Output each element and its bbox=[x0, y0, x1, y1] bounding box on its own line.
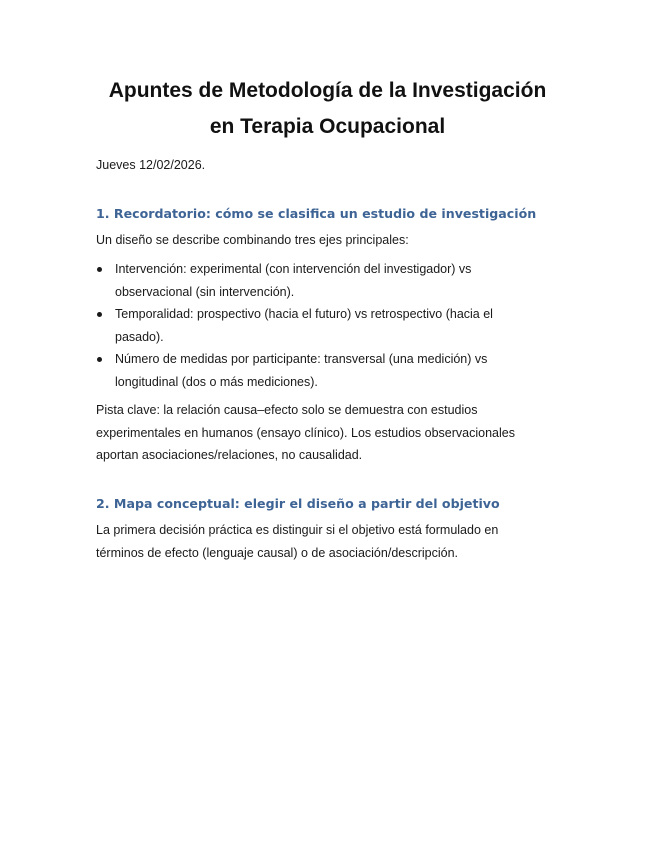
document-title-line-2: en Terapia Ocupacional bbox=[209, 115, 446, 138]
list-item-text: Temporalidad: prospectivo (hacia el futuro) vs retrospectivo (hacia el pasado). bbox=[115, 307, 493, 344]
bullet-icon bbox=[97, 267, 102, 272]
list-item bbox=[96, 348, 536, 393]
section-2-heading: 2. Mapa conceptual: elegir el diseño a partir del objetivo bbox=[96, 496, 500, 511]
document-title-line-1: Apuntes de Metodología de la Investigación bbox=[108, 79, 547, 102]
section-1-heading: 1. Recordatorio: cómo se clasifica un estudio de investigación bbox=[96, 206, 537, 221]
section-2-intro: La primera decisión práctica es distinguir si el objetivo está formulado en términos de efecto (lenguaje causal) o de asociación/descripción. bbox=[96, 523, 499, 560]
section-1-intro: Un diseño se describe combinando tres ejes principales: bbox=[96, 233, 409, 247]
bullet-icon bbox=[97, 312, 102, 317]
list-item-text: Número de medidas por participante: transversal (una medición) vs longitudinal (dos o más mediciones). bbox=[115, 352, 488, 389]
key-hint-paragraph: Pista clave: la relación causa–efecto solo se demuestra con estudios experimentales en humanos (ensayo clínico). Los estudios observacionales aportan asociaciones/relaciones, no causalidad. bbox=[96, 403, 515, 462]
bullet-icon bbox=[97, 357, 102, 362]
section-1-bullet-list bbox=[96, 258, 536, 393]
list-item bbox=[96, 258, 536, 303]
document-date: Jueves 12/02/2026. bbox=[96, 158, 206, 172]
list-item bbox=[96, 303, 536, 348]
list-item-text: Intervención: experimental (con intervención del investigador) vs observacional (sin intervención). bbox=[115, 262, 472, 299]
